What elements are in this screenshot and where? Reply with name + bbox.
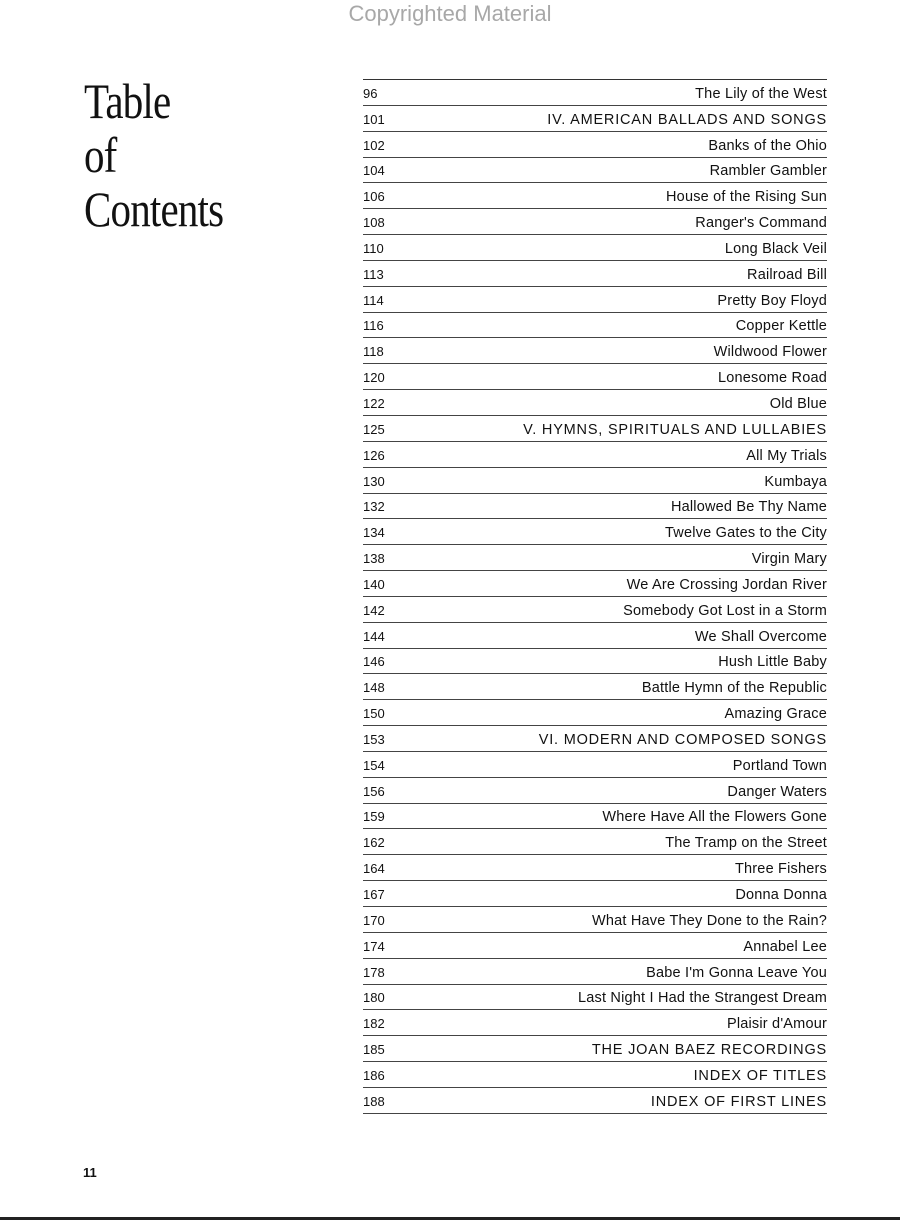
- toc-page-number: 185: [363, 1042, 385, 1058]
- toc-song-title: Hallowed Be Thy Name: [670, 499, 827, 516]
- toc-page-number: 167: [363, 887, 385, 902]
- toc-section-title: IV. AMERICAN BALLADS AND SONGS: [547, 111, 827, 128]
- title-line-3: Contents: [84, 181, 224, 237]
- title-line-1: Table: [84, 73, 171, 129]
- toc-entry-row: [363, 829, 827, 855]
- toc-page-number: 102: [363, 137, 385, 153]
- toc-entry-row: [363, 545, 827, 571]
- toc-entry-row: [363, 597, 827, 623]
- toc-entry-row: [363, 959, 827, 985]
- toc-entry-row: [363, 855, 827, 881]
- toc-page-number: 134: [363, 525, 385, 541]
- toc-entry-row: [363, 158, 827, 184]
- copyright-watermark: Copyrighted Material: [348, 1, 552, 26]
- toc-song-title: Ranger's Command: [695, 215, 827, 232]
- toc-section-row: [363, 1088, 827, 1114]
- toc-song-title: Rambler Gambler: [709, 163, 827, 180]
- toc-entry-row: [363, 494, 827, 520]
- toc-song-title: Last Night I Had the Strangest Dream: [578, 990, 827, 1007]
- toc-song-title: Where Have All the Flowers Gone: [602, 809, 827, 826]
- toc-entry-row: [363, 287, 827, 313]
- toc-song-title: We Are Crossing Jordan River: [626, 576, 827, 593]
- toc-song-title: Portland Town: [732, 757, 827, 774]
- toc-entry-row: [363, 752, 827, 778]
- toc-page-number: 146: [363, 654, 385, 670]
- toc-page-number: 110: [363, 240, 384, 256]
- toc-entry-row: [363, 700, 827, 726]
- toc-page-number: 126: [363, 447, 385, 463]
- toc-section-title: V. HYMNS, SPIRITUALS AND LULLABIES: [523, 421, 827, 438]
- toc-song-title: Danger Waters: [727, 783, 827, 800]
- toc-entry-row: [363, 571, 827, 597]
- toc-section-title: INDEX OF FIRST LINES: [650, 1093, 827, 1110]
- toc-song-title: Plaisir d'Amour: [726, 1016, 827, 1033]
- toc-page-number: 178: [363, 964, 385, 980]
- toc-entry-row: [363, 778, 827, 804]
- toc-page-number: 101: [363, 111, 385, 127]
- toc-section-title: VI. MODERN AND COMPOSED SONGS: [538, 731, 827, 748]
- toc-section-row: [363, 106, 827, 132]
- toc-song-title: Babe I'm Gonna Leave You: [646, 964, 827, 981]
- toc-song-title: Copper Kettle: [735, 318, 827, 335]
- toc-song-title: Battle Hymn of the Republic: [641, 680, 827, 697]
- toc-entry-row: [363, 881, 827, 907]
- toc-song-title: Hush Little Baby: [718, 654, 827, 671]
- toc-page-number: 114: [363, 292, 384, 308]
- toc-page-number: 113: [363, 266, 384, 282]
- toc-entry-row: [363, 442, 827, 468]
- toc-section-title: INDEX OF TITLES: [693, 1067, 827, 1084]
- toc-entry-row: [363, 674, 827, 700]
- toc-song-title: Long Black Veil: [724, 240, 827, 257]
- toc-page-number: 132: [363, 499, 385, 515]
- page-title: [84, 74, 223, 236]
- toc-song-title: The Lily of the West: [695, 85, 827, 102]
- toc-page-number: 164: [363, 861, 385, 877]
- toc-page-number: 162: [363, 835, 385, 851]
- toc-page-number: 125: [363, 421, 385, 437]
- toc-page-number: 122: [363, 395, 385, 411]
- toc-page-number: 148: [363, 680, 385, 696]
- toc-page-number: 144: [363, 628, 385, 644]
- toc-page-number: 156: [363, 783, 385, 799]
- toc-page-number: 182: [363, 1016, 385, 1032]
- toc-entry-row: [363, 313, 827, 339]
- toc-song-title: The Tramp on the Street: [665, 835, 827, 852]
- toc-page-number: 120: [363, 370, 385, 386]
- table-of-contents-list: [363, 79, 827, 1114]
- toc-song-title: Somebody Got Lost in a Storm: [623, 602, 827, 619]
- toc-entry-row: [363, 338, 827, 364]
- toc-section-row: [363, 1036, 827, 1062]
- toc-entry-row: [363, 649, 827, 675]
- toc-song-title: We Shall Overcome: [694, 628, 827, 645]
- toc-song-title: Lonesome Road: [717, 370, 827, 387]
- toc-page-number: 174: [363, 938, 385, 954]
- toc-song-title: House of the Rising Sun: [666, 189, 827, 206]
- title-line-2: of: [84, 127, 117, 183]
- toc-song-title: Kumbaya: [764, 473, 827, 490]
- toc-song-title: Pretty Boy Floyd: [717, 292, 827, 309]
- toc-entry-row: [363, 132, 827, 158]
- toc-section-row: [363, 416, 827, 442]
- toc-entry-row: [363, 933, 827, 959]
- toc-page-number: 153: [363, 731, 385, 747]
- toc-section-row: [363, 726, 827, 752]
- toc-entry-row: [363, 985, 827, 1011]
- toc-entry-row: [363, 804, 827, 830]
- toc-entry-row: [363, 519, 827, 545]
- toc-song-title: All My Trials: [746, 447, 827, 464]
- page-number: 11: [83, 1165, 97, 1180]
- toc-page-number: 186: [363, 1067, 385, 1083]
- toc-entry-row: [363, 235, 827, 261]
- toc-entry-row: [363, 183, 827, 209]
- toc-page-number: 150: [363, 706, 385, 722]
- toc-song-title: What Have They Done to the Rain?: [591, 912, 827, 929]
- toc-page-number: 188: [363, 1093, 385, 1109]
- toc-entry-row: [363, 468, 827, 494]
- toc-page-number: 154: [363, 757, 385, 773]
- toc-entry-row: [363, 623, 827, 649]
- toc-entry-row: [363, 209, 827, 235]
- toc-entry-row: [363, 364, 827, 390]
- toc-page-number: 106: [363, 189, 385, 205]
- toc-section-row: [363, 1062, 827, 1088]
- toc-song-title: Annabel Lee: [743, 938, 827, 955]
- toc-page-number: 180: [363, 990, 385, 1006]
- toc-page-number: 159: [363, 809, 385, 825]
- toc-song-title: Banks of the Ohio: [708, 137, 827, 154]
- toc-page-number: 108: [363, 215, 385, 231]
- toc-song-title: Railroad Bill: [747, 266, 827, 283]
- toc-page-number: 142: [363, 602, 385, 618]
- toc-page-number: 104: [363, 163, 385, 179]
- toc-entry-row: [363, 261, 827, 287]
- toc-song-title: Twelve Gates to the City: [665, 525, 827, 542]
- toc-page-number: 140: [363, 576, 385, 592]
- toc-entry-row: [363, 80, 827, 106]
- toc-song-title: Wildwood Flower: [713, 344, 827, 361]
- toc-song-title: Virgin Mary: [751, 551, 827, 568]
- toc-section-title: THE JOAN BAEZ RECORDINGS: [591, 1042, 827, 1059]
- toc-page-number: 118: [363, 344, 384, 360]
- toc-entry-row: [363, 1010, 827, 1036]
- toc-song-title: Three Fishers: [734, 861, 827, 878]
- toc-page-number: 96: [363, 85, 378, 101]
- toc-page-number: 170: [363, 912, 385, 928]
- toc-page-number: 130: [363, 473, 385, 489]
- toc-song-title: Donna Donna: [735, 887, 827, 903]
- toc-song-title: Old Blue: [769, 395, 827, 412]
- toc-entry-row: [363, 907, 827, 933]
- toc-entry-row: [363, 390, 827, 416]
- toc-page-number: 116: [363, 318, 384, 334]
- toc-page-number: 138: [363, 551, 385, 567]
- toc-song-title: Amazing Grace: [724, 706, 827, 723]
